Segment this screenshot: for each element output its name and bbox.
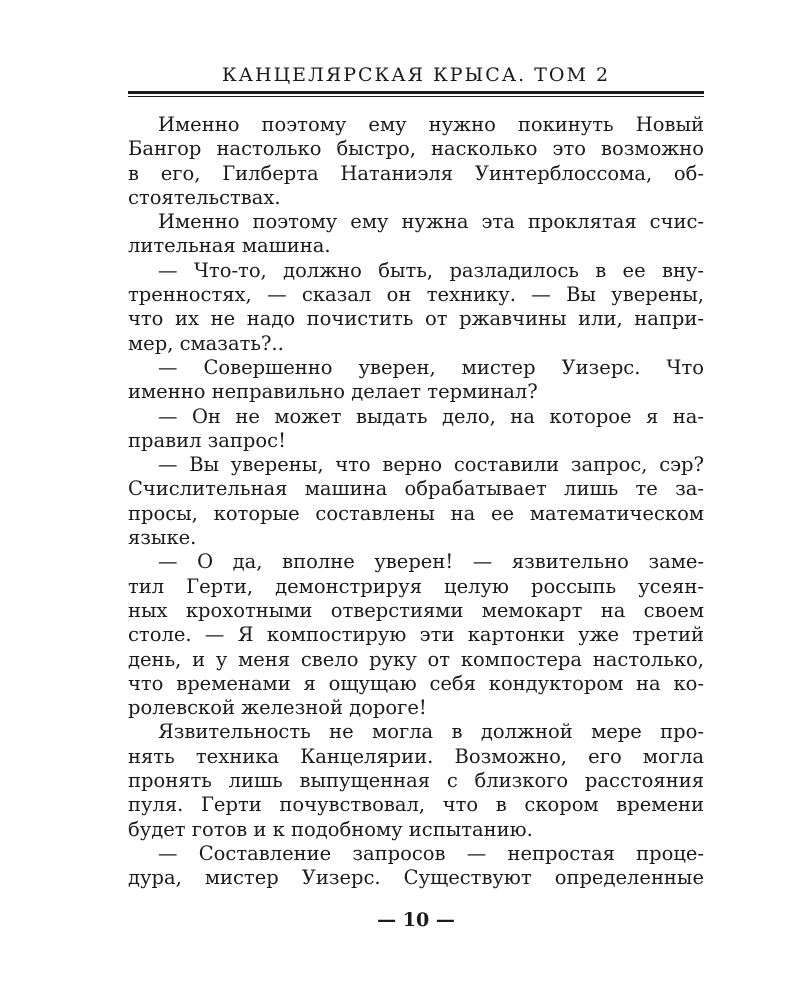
text-line: именно неправильно делает терминал? xyxy=(128,380,538,404)
text-line: Бангор настолько быстро, насколько это возможно xyxy=(128,137,704,161)
text-line: тренностях, — сказал он технику. — Вы уверены, xyxy=(128,283,704,307)
text-line: просы, которые составлены на ее математическом xyxy=(128,501,704,525)
text-line: Счислительная машина обрабатывает лишь те за- xyxy=(128,477,704,501)
text-line: — О да, вполне уверен! — язвительно заме- xyxy=(158,550,704,574)
text-line: дура, мистер Уизерс. Существуют определенные xyxy=(128,866,704,890)
text-line: стоятельствах. xyxy=(128,185,281,209)
text-line: — Составление запросов — непростая проце- xyxy=(158,841,704,865)
paragraph xyxy=(128,405,704,454)
paragraph xyxy=(128,113,704,210)
text-line: что их не надо почистить от ржавчины или, напри- xyxy=(128,307,704,331)
header-rule-thin xyxy=(128,96,704,97)
paragraph xyxy=(128,453,704,550)
text-line: что временами я ощущаю себя кондуктором на ко- xyxy=(128,671,704,695)
text-line: лительная машина. xyxy=(128,234,331,258)
page-number: — 10 — xyxy=(377,909,455,931)
text-line: — Вы уверены, что верно составили запрос, сэр? xyxy=(158,453,704,477)
text-line: Именно поэтому ему нужно покинуть Новый xyxy=(158,113,704,136)
text-line: пронять лишь выпущенная с близкого расстояния xyxy=(128,769,704,793)
text-line: пуля. Герти почувствовал, что в скором времени xyxy=(128,793,704,817)
text-line: — Он не может выдать дело, на которое я на- xyxy=(158,404,704,428)
text-line: правил запрос! xyxy=(128,428,286,452)
text-line: — Что-то, должно быть, разладилось в ее вну- xyxy=(158,258,704,282)
text-line: столе. — Я компостирую эти картонки уже третий xyxy=(128,623,704,647)
paragraph xyxy=(128,259,704,356)
text-line: день, и у меня свело руку от компостера настолько, xyxy=(128,647,704,671)
running-head-title: КАНЦЕЛЯРСКАЯ КРЫСА. ТОМ 2 xyxy=(221,64,611,86)
text-line: нять техника Канцелярии. Возможно, его могла xyxy=(128,744,704,768)
paragraph xyxy=(128,210,704,259)
text-line: ных крохотными отверстиями мемокарт на своем xyxy=(128,598,704,622)
text-line: тил Герти, демонстрируя целую россыпь усеян- xyxy=(128,574,704,598)
text-line: Язвительность не могла в должной мере про- xyxy=(158,720,704,744)
text-line: в его, Гилберта Натаниэля Уинтерблоссома, об- xyxy=(128,161,704,185)
text-line: будет готов и к подобному испытанию. xyxy=(128,817,533,841)
paragraph xyxy=(128,720,704,841)
paragraph xyxy=(128,550,704,720)
paragraph xyxy=(128,842,704,891)
paragraph xyxy=(128,356,704,405)
text-line: мер, смазать?.. xyxy=(128,331,284,355)
text-line: Именно поэтому ему нужна эта проклятая счис- xyxy=(158,210,704,234)
body-text xyxy=(128,113,704,891)
text-line: — Совершенно уверен, мистер Уизерс. Что xyxy=(158,355,704,379)
header-rule-thick xyxy=(128,91,704,94)
text-line: ролевской железной дороге! xyxy=(128,696,427,720)
text-line: языке. xyxy=(128,526,197,550)
